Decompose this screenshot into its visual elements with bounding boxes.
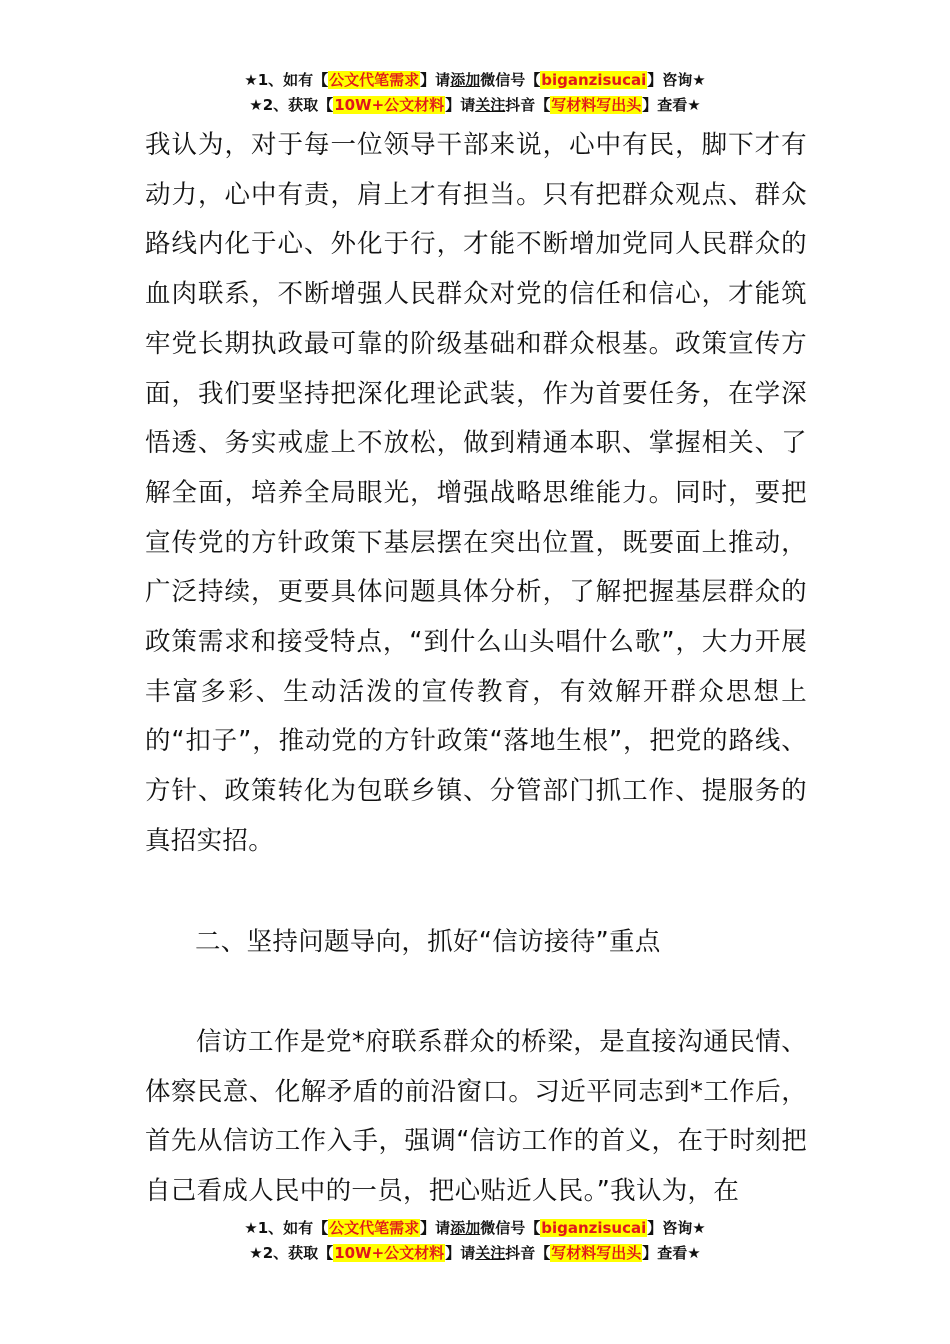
- promo-text: 】请: [420, 71, 451, 89]
- promo-text: 1、如有【: [257, 71, 329, 89]
- star-icon: ★: [244, 71, 258, 89]
- promo-text: 1、如有【: [257, 1219, 329, 1237]
- promo-text: 2、获取【: [262, 1244, 334, 1262]
- promo-text: 】查看★: [642, 96, 701, 114]
- promo-text: 微信号【: [480, 1219, 541, 1237]
- promo-highlight-douyin-id: 写材料写出头: [551, 1244, 642, 1262]
- body-paragraph-2: 信访工作是党*府联系群众的桥梁，是直接沟通民情、体察民意、化解矛盾的前沿窗口。习近平同志到*工作后，首先从信访工作入手，强调“信访工作的首义，在于时刻把自己看成人民中的一员，把心贴近人民。”我认为，在: [145, 1027, 807, 1207]
- promo-highlight: 公文代笔需求: [329, 1219, 420, 1237]
- promo-highlight: 10W+公文材料: [334, 1244, 445, 1262]
- section-heading: 二、坚持问题导向，抓好“信访接待”重点: [195, 927, 661, 957]
- promo-highlight: 10W+公文材料: [334, 96, 445, 114]
- promo-text: 抖音【: [505, 96, 551, 114]
- promo-banner-top: [0, 68, 950, 118]
- promo-text: 】咨询★: [647, 1219, 706, 1237]
- promo-text: 抖音【: [505, 1244, 551, 1262]
- promo-text: 】查看★: [642, 1244, 701, 1262]
- promo-text: 】请: [420, 1219, 451, 1237]
- promo-highlight: 公文代笔需求: [329, 71, 420, 89]
- promo-highlight-douyin-id: 写材料写出头: [551, 96, 642, 114]
- star-icon: ★: [249, 1244, 263, 1262]
- promo-text: 】请: [445, 96, 476, 114]
- promo-text: 2、获取【: [262, 96, 334, 114]
- promo-line-1: [0, 68, 950, 93]
- promo-emphasis: 添加: [450, 71, 481, 89]
- promo-emphasis: 关注: [475, 1244, 506, 1262]
- promo-text: 微信号【: [480, 71, 541, 89]
- star-icon: ★: [249, 96, 263, 114]
- body-paragraph-1: 我认为，对于每一位领导干部来说，心中有民，脚下才有动力，心中有责，肩上才有担当。只有把群众观点、群众路线内化于心、外化于行，才能不断增加党同人民群众的血肉联系，不断增强人民群众对党的信任和信心，才能筑牢党长期执政最可靠的阶级基础和群众根基。政策宣传方面，我们要坚持把深化理论武装，作为首要任务，在学深悟透、务实戒虚上不放松，做到精通本职、掌握相关、了解全面，培养全局眼光，增强战略思维能力。同时，要把宣传党的方针政策下基层摆在突出位置，既要面上推动，广泛持续，更要具体问题具体分析，了解把握基层群众的政策需求和接受特点，“到什么山头唱什么歌”，大力开展丰富多彩、生动活泼的宣传教育，有效解开群众思想上的“扣子”，推动党的方针政策“落地生根”，把党的路线、方针、政策转化为包联乡镇、分管部门抓工作、提服务的真招实招。: [145, 130, 807, 856]
- promo-emphasis: 添加: [450, 1219, 481, 1237]
- promo-text: 】咨询★: [647, 71, 706, 89]
- promo-highlight-wechat-id: biganzisucai: [541, 71, 647, 89]
- promo-line-1: [0, 1216, 950, 1241]
- promo-text: 】请: [445, 1244, 476, 1262]
- promo-emphasis: 关注: [475, 96, 506, 114]
- star-icon: ★: [244, 1219, 258, 1237]
- promo-banner-bottom: [0, 1216, 950, 1266]
- promo-line-2: [0, 1241, 950, 1266]
- promo-line-2: [0, 93, 950, 118]
- promo-highlight-wechat-id: biganzisucai: [541, 1219, 647, 1237]
